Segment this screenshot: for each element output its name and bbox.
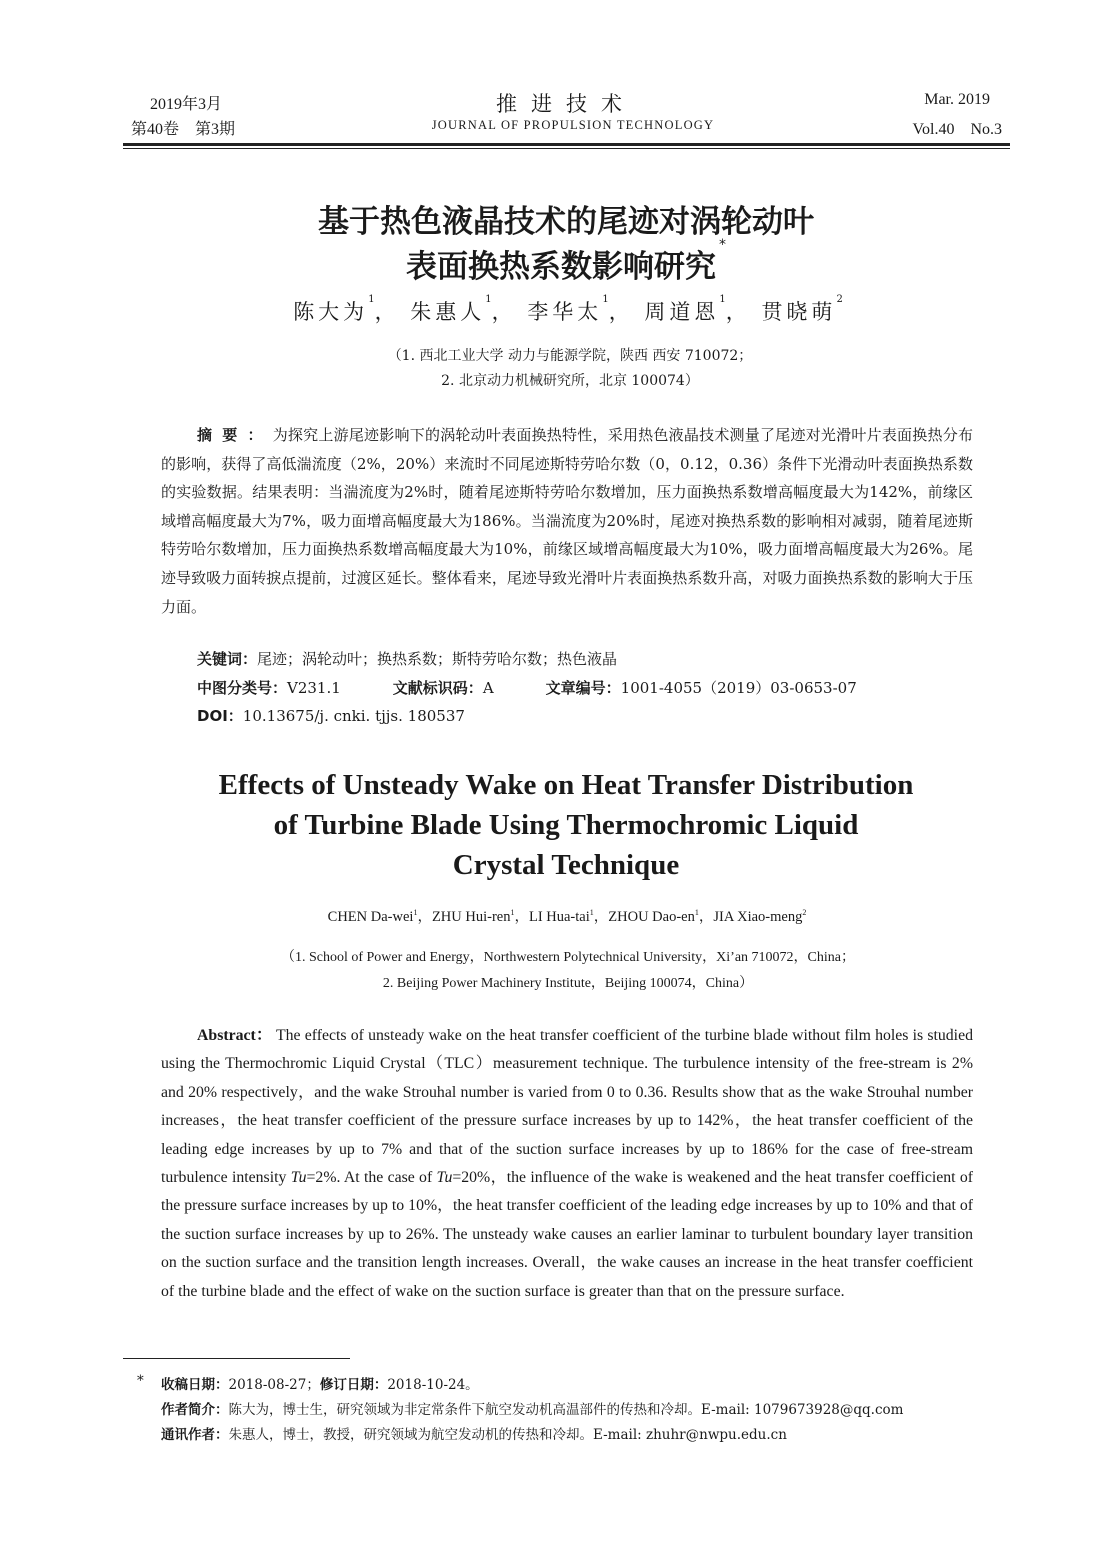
revised-value: 2018-10-24。 — [387, 1377, 479, 1393]
author-name: 陈大为 — [293, 300, 369, 324]
journal-name-cn: 推进技术 — [496, 92, 636, 116]
author-aff-en: 1 — [413, 908, 418, 918]
author-name-en: ZHU Hui-ren — [431, 909, 511, 925]
abstract-en-label: Abstract： — [197, 1027, 273, 1044]
english-title-line3: Crystal Technique — [452, 849, 680, 881]
author-bio-value: 陈大为，博士生，研究领域为非定常条件下航空发动机高温部件的传热和冷却。E-mail: 1079673928@qq.com — [228, 1402, 904, 1418]
english-author-list: CHEN Da-wei$^1$，ZHU Hui-ren$^1$，LI Hua-tai$^1$，ZHOU Dao-$en^1$，JIA Xiao-meng$^2$ — [327, 908, 807, 925]
footnote-author-bio — [161, 1398, 903, 1418]
header-date-en: Mar. 2019 — [924, 91, 990, 108]
header-rule-thick — [123, 143, 1010, 146]
article-id-label: 文章编号： — [545, 679, 621, 697]
keywords-text: 尾迹；涡轮动叶；换热系数；斯特劳哈尔数；热色液晶 — [257, 650, 618, 668]
corresponding-value: 朱惠人，博士，教授，研究领域为航空发动机的传热和冷却。E-mail: zhuhr@nwpu.edu.cn — [228, 1427, 787, 1443]
doi-line — [197, 705, 465, 726]
keywords — [197, 648, 617, 669]
revised-label: 修订日期： — [319, 1377, 388, 1393]
received-value: 2018-08-27； — [228, 1377, 320, 1393]
journal-name-en: JOURNAL OF PROPULSION TECHNOLOGY — [431, 118, 715, 132]
corresponding-label: 通讯作者： — [161, 1427, 229, 1443]
author-bio-label: 作者简介： — [161, 1402, 229, 1418]
classification-line — [197, 677, 857, 698]
author-aff-en: 1 — [694, 908, 699, 918]
author-aff: 2 — [836, 294, 843, 305]
author-name: 李华太 — [527, 300, 603, 324]
english-title-line2: of Turbine Blade Using Thermochromic Liquid — [273, 809, 859, 841]
article-id-value: 1001-4055（2019）03-0653-07 — [620, 679, 857, 697]
doi-value: 10.13675/j. cnki. tjjs. 180537 — [242, 707, 465, 725]
doi-label: DOI： — [197, 707, 243, 725]
english-title-line1: Effects of Unsteady Wake on Heat Transfer Distribution — [218, 769, 914, 801]
abstract-en — [161, 1022, 973, 1306]
paper-title-line2 — [0, 237, 1102, 286]
author-aff: 1 — [602, 294, 609, 305]
author-aff-en: 1 — [510, 908, 515, 918]
author-name: 贯晓萌 — [761, 300, 837, 324]
author-aff-en: 2 — [802, 908, 807, 918]
abstract-en-part2: =2%. At the case of — [306, 1169, 437, 1187]
abstract-cn-text: 为探究上游尾迹影响下的涡轮动叶表面换热特性，采用热色液晶技术测量了尾迹对光滑叶片表面换热分布的影响，获得了高低湍流度（2%，20%）来流时不同尾迹斯特劳哈尔数（0，0.12，0.36）条件下光滑动叶表面换热系数的实验数据。结果表明：当湍流度为2%时，随着尾迹斯特劳哈尔数增加，压力面换热系数增高幅度最大为142%，前缘区域增高幅度最大为7%，吸力面增高幅度最大为186%。当湍流度为20%时，尾迹对换热系数的影响相对减弱，随着尾迹斯特劳哈尔数增加，压力面换热系数增高幅度最大为10%，前缘区域增高幅度最大为10%，吸力面增高幅度最大为26%。尾迹导致吸力面转捩点提前，过渡区延长。整体看来，尾迹导致光滑叶片表面换热系数升高，对吸力面换热系数的影响大于压力面。 — [161, 426, 973, 616]
english-affiliation-line2: 2. Beijing Power Machinery Institute，Beijing 100074，China） — [382, 976, 754, 991]
author-name-en: ZHOU Dao-en — [608, 909, 695, 925]
author-name-en: JIA Xiao-meng — [713, 909, 803, 925]
author-name: 周道恩 — [644, 300, 720, 324]
author-name-en: CHEN Da-wei — [327, 909, 414, 925]
author-name-en: LI Hua-tai — [528, 909, 590, 925]
title-footnote-mark: * — [719, 237, 726, 253]
clc-value: V231.1 — [287, 679, 341, 697]
doc-code-label: 文献标识码： — [392, 679, 483, 697]
affiliation-line2: 2. 北京动力机械研究所，北京 100074） — [441, 373, 699, 389]
received-label: 收稿日期： — [161, 1377, 229, 1393]
abstract-cn-label: 摘要： — [197, 426, 273, 444]
tu-symbol: Tu — [436, 1169, 453, 1187]
header-rule-thin — [123, 148, 1010, 149]
tu-symbol: Tu — [290, 1169, 307, 1187]
author-aff: 1 — [719, 294, 726, 305]
header-date: 2019年3月 — [150, 96, 223, 113]
author-aff-en: 1 — [589, 908, 594, 918]
author-aff: 1 — [368, 294, 375, 305]
clc-label: 中图分类号： — [197, 679, 288, 697]
paper-title-line1: 基于热色液晶技术的尾迹对涡轮动叶 — [318, 204, 814, 240]
abstract-cn — [161, 421, 973, 621]
footnote-corresponding — [161, 1423, 787, 1443]
keywords-label: 关键词： — [197, 650, 258, 668]
author-name: 朱惠人 — [410, 300, 486, 324]
doc-code-value: A — [482, 679, 494, 697]
affiliation-line1: （1. 西北工业大学 动力与能源学院，陕西 西安 710072； — [387, 348, 753, 364]
footnote-rule — [123, 1358, 350, 1359]
english-affiliation-line1: （1. School of Power and Energy，Northwestern Polytechnical University，Xi’an 710072，China； — [280, 950, 856, 965]
header-volume: 第40卷 第3期 — [131, 121, 236, 138]
paper-title-text: 表面换热系数影响研究 — [406, 249, 716, 285]
author-list: 陈大为$^1$， 朱惠人$^1$， 李华太$^1$， 周道恩$^1$， 贯晓萌$^2$ — [293, 294, 843, 324]
footnote-dates — [161, 1373, 479, 1393]
abstract-en-part3: =20%，the influence of the wake is weakened and the heat transfer coefficient of the pressure surface increases by up to 10%，the heat transfer coefficient of the leading edge increases by up to 10% and that of the suction surface increases by up to 26%. The unsteady wake causes an earlier laminar to turbulent boundary layer transition on the suction surface and the transition length increases. Overall，the wake causes an increase in the heat transfer coefficient of the turbine blade and the effect of wake on the suction surface is greater than that on the pressure surface. — [161, 1169, 973, 1300]
abstract-en-part1: The effects of unsteady wake on the heat transfer coefficient of the turbine blade without film holes is studied using the Thermochromic Liquid Crystal（TLC）measurement technique. The turbulence intensity of the free-stream is 2% and 20% respectively，and the wake Strouhal number is varied from 0 to 0.36. Results show that as the wake Strouhal number increases，the heat transfer coefficient of the pressure surface increases by up to 142%，the heat transfer coefficient of the leading edge increases by up to 7% and that of the suction surface increases by up to 186% for the case of free-stream turbulence intensity — [161, 1027, 973, 1187]
author-aff: 1 — [485, 294, 492, 305]
header-volume-en: Vol.40 No.3 — [912, 121, 1002, 138]
footnote-star: * — [137, 1373, 144, 1389]
